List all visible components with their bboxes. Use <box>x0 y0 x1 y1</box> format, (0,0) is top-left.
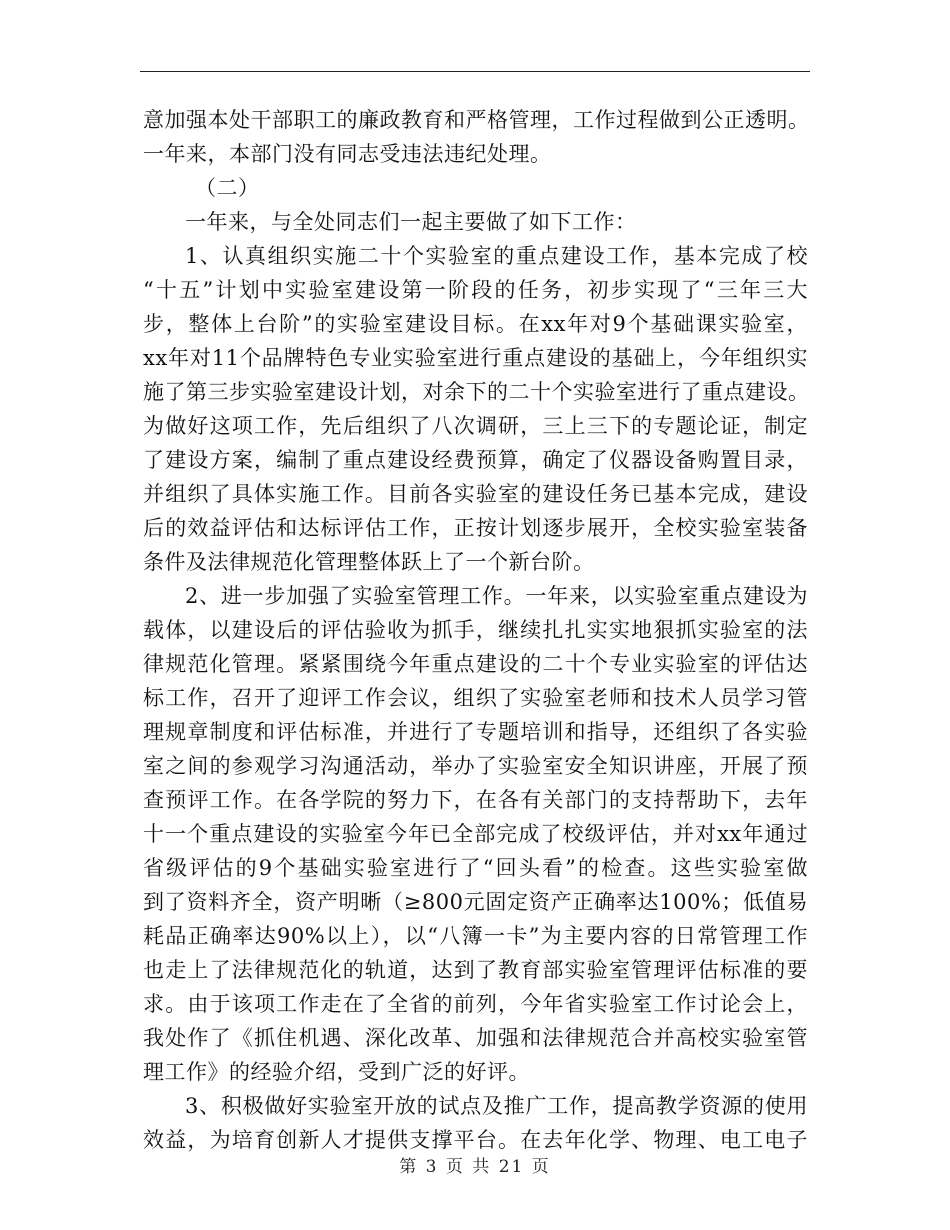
text-line: 查预评工作。在各学院的努力下，在各有关部门的支持帮助下，去年 <box>143 788 808 812</box>
text-line: 并组织了具体实施工作。目前各实验室的建设任务已基本完成，建设 <box>143 482 808 506</box>
text-line: 求。由于该项工作走在了全省的前列，今年省实验室工作讨论会上， <box>143 992 808 1016</box>
text-line: “十五”计划中实验室建设第一阶段的任务，初步实现了“三年三大 <box>143 278 808 302</box>
text-line: 耗品正确率达90%以上），以“八簿一卡”为主要内容的日常管理工作 <box>143 924 808 948</box>
text-line: 步，整体上台阶”的实验室建设目标。在xx年对9个基础课实验室， <box>143 312 808 336</box>
text-line: 后的效益评估和达标评估工作，正按计划逐步展开，全校实验室装备 <box>143 516 808 540</box>
text-line: 到了资料齐全，资产明晰（≥800元固定资产正确率达100%；低值易 <box>143 890 808 914</box>
text-line: xx年对11个品牌特色专业实验室进行重点建设的基础上，今年组织实 <box>143 346 808 370</box>
text-line: 条件及法律规范化管理整体跃上了一个新台阶。 <box>143 550 595 574</box>
text-line: 为做好这项工作，先后组织了八次调研，三上三下的专题论证，制定 <box>143 414 808 438</box>
text-line: 意加强本处干部职工的廉政教育和严格管理，工作过程做到公正透明。 <box>143 108 810 132</box>
text-line: 也走上了法律规范化的轨道，达到了教育部实验室管理评估标准的要 <box>143 958 808 982</box>
text-line: 了建设方案，编制了重点建设经费预算，确定了仪器设备购置目录， <box>143 448 808 472</box>
text-line: 十一个重点建设的实验室今年已全部完成了校级评估，并对xx年通过 <box>143 822 808 846</box>
text-line: 我处作了《抓住机遇、深化改革、加强和法律规范合并高校实验室管 <box>143 1026 808 1050</box>
text-line: 一年来，本部门没有同志受违法违纪处理。 <box>143 142 552 166</box>
text-line: 标工作，召开了迎评工作会议，组织了实验室老师和技术人员学习管 <box>143 686 808 710</box>
text-line: 1、认真组织实施二十个实验室的重点建设工作，基本完成了校 <box>185 244 808 268</box>
header-rule <box>140 71 810 72</box>
text-line: 省级评估的9个基础实验室进行了“回头看”的检查。这些实验室做 <box>143 856 808 880</box>
text-line: 载体，以建设后的评估验收为抓手，继续扎扎实实地狠抓实验室的法 <box>143 618 808 642</box>
text-line: 效益，为培育创新人才提供支撑平台。在去年化学、物理、电工电子 <box>143 1128 808 1152</box>
text-line: 一年来，与全处同志们一起主要做了如下工作： <box>185 210 637 234</box>
text-line: （二） <box>195 176 260 200</box>
text-line: 理规章制度和评估标准，并进行了专题培训和指导，还组织了各实验 <box>143 720 808 744</box>
document-body <box>143 103 808 1157</box>
text-line: 理工作》的经验介绍，受到广泛的好评。 <box>143 1060 530 1084</box>
text-line: 律规范化管理。紧紧围绕今年重点建设的二十个专业实验室的评估达 <box>143 652 808 676</box>
page-number-footer: 第 3 页 共 21 页 <box>399 1157 551 1177</box>
text-line: 3、积极做好实验室开放的试点及推广工作，提高教学资源的使用 <box>185 1094 808 1118</box>
text-line: 2、进一步加强了实验室管理工作。一年来，以实验室重点建设为 <box>185 584 808 608</box>
text-line: 施了第三步实验室建设计划，对余下的二十个实验室进行了重点建设。 <box>143 380 810 404</box>
text-line: 室之间的参观学习沟通活动，举办了实验室安全知识讲座，开展了预 <box>143 754 808 778</box>
